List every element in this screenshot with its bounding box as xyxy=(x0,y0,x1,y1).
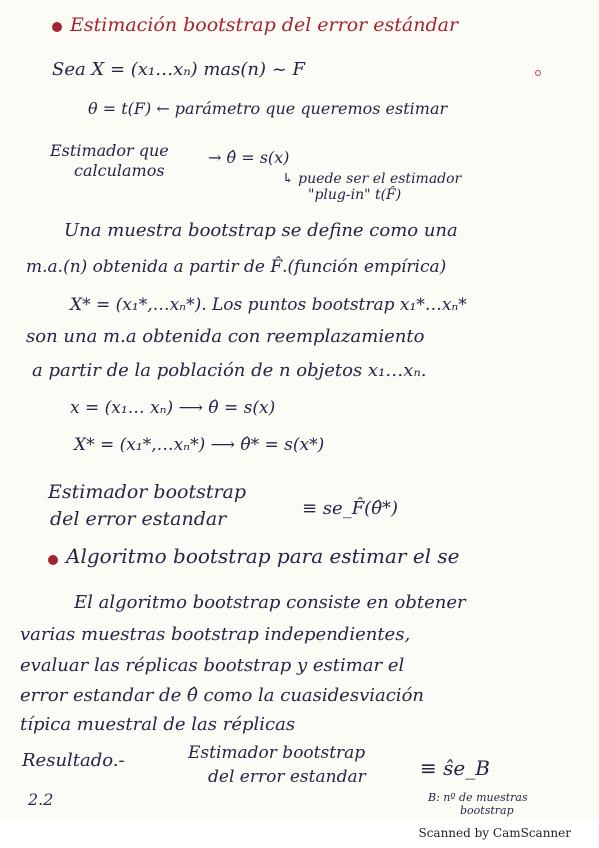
note-line: θ = t(F) ← parámetro que queremos estimar xyxy=(88,99,448,118)
margin-mark xyxy=(535,70,541,76)
note-line: del error estandar xyxy=(50,508,227,530)
note-line: Estimador que xyxy=(50,141,169,160)
note-line: ≡ se_F̂(θ̂*) xyxy=(302,498,399,519)
note-line: del error estandar xyxy=(208,767,366,787)
note-line: Estimador bootstrap xyxy=(48,481,247,503)
note-line: evaluar las réplicas bootstrap y estimar el xyxy=(20,655,405,676)
bullet-dot xyxy=(48,555,58,565)
section-title-algorithm: Algoritmo bootstrap para estimar el se xyxy=(66,544,460,568)
note-line: a partir de la población de n objetos x₁…xₙ. xyxy=(32,360,427,381)
footnote-b: bootstrap xyxy=(460,804,514,817)
page-number: 2.2 xyxy=(28,790,54,809)
note-line: error estandar de θ̂ como la cuasidesviación xyxy=(20,685,424,706)
section-title-bootstrap-se: Estimación bootstrap del error estándar xyxy=(70,14,459,36)
bullet-dot xyxy=(52,22,62,32)
scanner-watermark: Scanned by CamScanner xyxy=(418,826,571,840)
note-line: Resultado.- xyxy=(22,750,125,771)
note-line: calculamos xyxy=(74,161,165,180)
note-line: m.a.(n) obtenida a partir de F̂.(función empírica) xyxy=(26,257,447,277)
note-line: Estimador bootstrap xyxy=(188,743,366,763)
note-line: El algoritmo bootstrap consiste en obtener xyxy=(74,592,466,613)
note-line: X* = (x₁*,…xₙ*). Los puntos bootstrap x₁*…xₙ* xyxy=(70,295,467,315)
note-line: varias muestras bootstrap independientes, xyxy=(20,624,411,645)
note-line: ≡ ŝe_B xyxy=(420,756,490,780)
note-line: ↳ puede ser el estimador xyxy=(282,171,462,187)
footnote-b: B: nº de muestras xyxy=(428,791,528,804)
note-line: "plug-in" t(F̂) xyxy=(308,187,402,203)
note-line: Una muestra bootstrap se define como una xyxy=(64,220,458,241)
note-line: Sea X = (x₁…xₙ) mas(n) ~ F xyxy=(52,59,306,80)
note-line: X* = (x₁*,…xₙ*) ⟶ θ̂* = s(x*) xyxy=(74,435,325,455)
note-line: → θ̂ = s(x) xyxy=(208,148,290,167)
note-line: son una m.a obtenida con reemplazamiento xyxy=(26,326,425,347)
note-line: x = (x₁… xₙ) ⟶ θ̂ = s(x) xyxy=(70,398,276,418)
note-line: típica muestral de las réplicas xyxy=(20,714,296,735)
